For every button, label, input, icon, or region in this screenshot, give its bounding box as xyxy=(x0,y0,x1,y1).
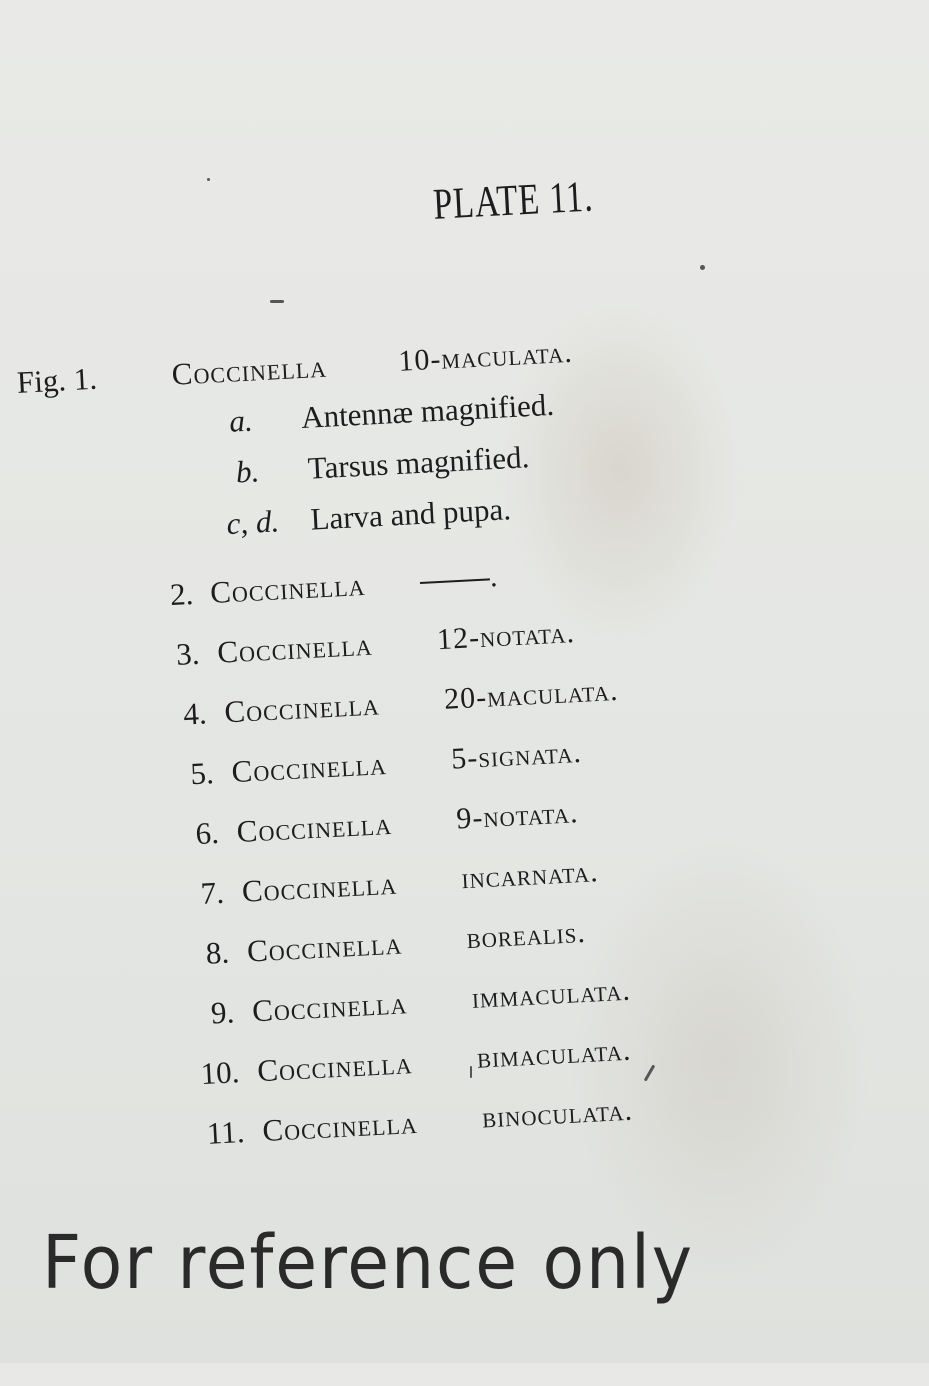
figure-number: 6. xyxy=(194,814,220,852)
species-name: 10-maculata. xyxy=(397,335,574,378)
species-name: binoculata. xyxy=(481,1093,634,1135)
genus-name: Coccinella xyxy=(209,566,367,611)
species-name: 12-notata. xyxy=(436,616,576,657)
genus-name: Coccinella xyxy=(235,805,393,849)
figure-number: 3. xyxy=(175,635,201,672)
species-name: bimaculata. xyxy=(476,1033,633,1075)
species-name: 5-signata. xyxy=(450,735,583,776)
genus-name: Coccinella xyxy=(240,865,398,909)
figure-number: 2. xyxy=(169,575,195,613)
figure-number: Fig. 1. xyxy=(16,360,98,400)
sub-item-letter: c, d. xyxy=(225,503,280,542)
genus-name: Coccinella xyxy=(170,348,328,392)
sub-item-text: Antennæ magnified. xyxy=(300,386,555,436)
sub-item-text: Larva and pupa. xyxy=(309,491,512,537)
figure-number: 9. xyxy=(210,994,236,1031)
species-name xyxy=(407,560,499,599)
species-period: . xyxy=(488,559,500,594)
genus-name: Coccinella xyxy=(256,1045,414,1089)
plate-title: PLATE 11. xyxy=(431,171,595,229)
sub-item-letter: a. xyxy=(228,402,254,439)
blank-dash xyxy=(420,578,490,584)
genus-name: Coccinella xyxy=(246,925,404,969)
figure-number: 7. xyxy=(199,874,225,911)
sub-item-text: Tarsus magnified. xyxy=(306,439,531,486)
species-name: incarnata. xyxy=(460,855,600,896)
sub-item-letter: b. xyxy=(235,453,261,490)
genus-name: Coccinella xyxy=(230,746,388,790)
species-name: borealis. xyxy=(465,915,587,956)
figure-number: 10. xyxy=(199,1054,241,1092)
species-name: 9-notata. xyxy=(455,796,580,836)
figure-number: 8. xyxy=(204,934,230,971)
species-name: immaculata. xyxy=(470,973,632,1015)
figure-number: 11. xyxy=(205,1114,246,1151)
genus-name: Coccinella xyxy=(251,985,409,1029)
watermark-text: For reference only xyxy=(42,1220,694,1306)
figure-number: 5. xyxy=(189,755,215,792)
species-name: 20-maculata. xyxy=(443,673,620,716)
genus-name: Coccinella xyxy=(261,1104,419,1149)
genus-name: Coccinella xyxy=(223,686,381,730)
figure-number: 4. xyxy=(182,695,208,732)
genus-name: Coccinella xyxy=(216,626,374,670)
